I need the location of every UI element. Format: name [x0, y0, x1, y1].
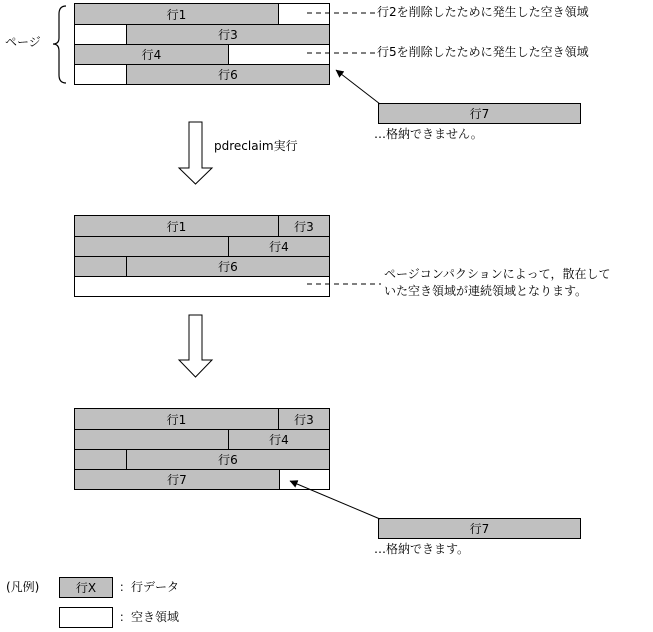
- legend-row-data-label: ：行データ: [119, 580, 180, 594]
- row-data-segment: [126, 25, 329, 44]
- row-label: 行7: [469, 107, 490, 121]
- compaction-note-line2: いた空き領域が連続領域となります。: [384, 284, 588, 298]
- row-label: 行7: [469, 522, 490, 536]
- page-row: [75, 216, 329, 236]
- compaction-note: [384, 266, 610, 300]
- row-label: 行3: [218, 28, 238, 42]
- row-label: 行4: [269, 433, 289, 447]
- page-brace-icon: [53, 6, 66, 83]
- row-label: 行1: [166, 219, 187, 234]
- callout-free-row2: 行2を削除したために発生した空き領域: [377, 5, 589, 19]
- free-segment: [75, 65, 126, 84]
- row-data-segment: [278, 409, 329, 429]
- free-segment: [75, 25, 126, 44]
- page-row: [75, 276, 329, 296]
- row-data-segment: [75, 4, 278, 24]
- page-row: [75, 449, 329, 469]
- row-label: 行1: [166, 412, 187, 427]
- row-label: 行7: [167, 473, 187, 487]
- can-store-note: …格納できます。: [374, 542, 470, 556]
- free-segment: [279, 470, 329, 489]
- row-label: 行6: [218, 260, 238, 274]
- row-label: 行3: [294, 219, 314, 234]
- row-data-segment: [126, 65, 329, 84]
- pointer-arrow-cannot-store: [336, 70, 380, 104]
- page-row: [75, 24, 329, 44]
- page-after-reclaim: [74, 215, 330, 297]
- row-data-segment: [228, 430, 329, 449]
- row-data-segment: [75, 237, 228, 256]
- row7-box-can-store: [378, 518, 581, 539]
- pdreclaim-exec-label: pdreclaim実行: [214, 139, 298, 153]
- row-data-segment: [126, 257, 329, 276]
- row-data-segment: [75, 430, 228, 449]
- page-row: [75, 236, 329, 256]
- page-row: [75, 64, 329, 84]
- row-data-segment: [278, 216, 329, 236]
- row-data-segment: [75, 45, 228, 64]
- down-arrow-icon: [179, 315, 212, 377]
- row-label: 行6: [218, 68, 238, 82]
- row-label: 行3: [294, 412, 314, 427]
- row-label: 行6: [218, 453, 238, 467]
- row-label: 行1: [166, 7, 187, 22]
- legend-row-data-swatch: [59, 577, 113, 598]
- legend-heading: (凡例): [6, 580, 40, 594]
- free-segment: [278, 4, 329, 24]
- free-segment: [228, 45, 329, 64]
- page-after-store: [74, 408, 330, 490]
- page-label: ページ: [5, 35, 41, 49]
- free-segment: [75, 277, 329, 296]
- callout-free-row5: 行5を削除したために発生した空き領域: [377, 45, 589, 59]
- page-row: [75, 409, 329, 429]
- compaction-note-line1: ページコンパクションによって，散在して: [384, 267, 611, 281]
- page-before: [74, 3, 330, 85]
- row-data-segment: [75, 450, 126, 469]
- row-label: 行4: [141, 48, 162, 62]
- page-row: [75, 429, 329, 449]
- row-data-segment: [75, 216, 278, 236]
- legend-free-label: ：空き領域: [119, 610, 180, 624]
- row-data-segment: [75, 257, 126, 276]
- row-data-segment: [228, 237, 329, 256]
- row7-box-cannot-store: [378, 103, 581, 124]
- page-row: [75, 4, 329, 24]
- down-arrow-icon: [179, 122, 212, 184]
- page-row: [75, 44, 329, 64]
- page-row: [75, 256, 329, 276]
- legend-free-swatch: [59, 607, 113, 628]
- row-data-segment: [75, 470, 279, 489]
- row-label: 行4: [269, 240, 289, 254]
- row-data-segment: [75, 409, 278, 429]
- row-data-segment: [126, 450, 329, 469]
- cannot-store-note: …格納できません。: [374, 127, 483, 141]
- page-row: [75, 469, 329, 489]
- row-label: 行X: [75, 581, 97, 595]
